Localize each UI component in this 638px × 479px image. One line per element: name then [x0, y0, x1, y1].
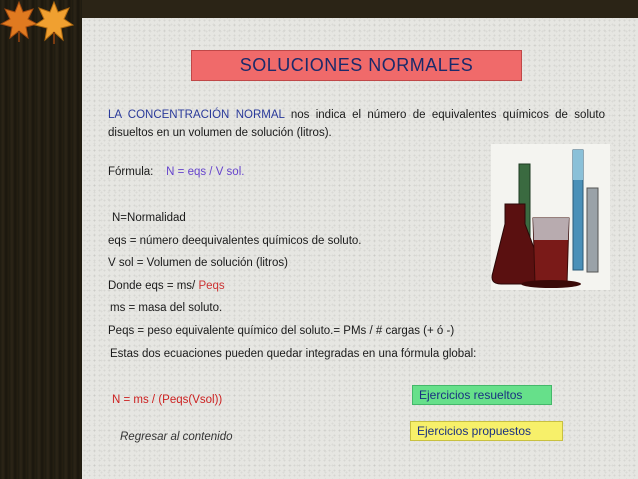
intro-paragraph	[108, 106, 605, 142]
integrated-text: Estas dos ecuaciones pueden quedar integradas en una fórmula global:	[110, 348, 477, 360]
donde-prefix: Donde eqs = ms/	[108, 280, 199, 292]
formula-line	[108, 166, 244, 178]
ejercicios-propuestos-label: Ejercicios propuestos	[417, 424, 532, 438]
slide-title: SOLUCIONES NORMALES	[191, 50, 522, 81]
ejercicios-propuestos-button[interactable]	[410, 421, 563, 441]
donde-line	[108, 280, 225, 292]
autumn-leaf-icon	[34, 0, 74, 44]
autumn-leaf-icon	[0, 0, 38, 42]
def-peqs: Peqs = peso equivalente químico del soluto.= PMs / # cargas (+ ó -)	[108, 325, 455, 337]
lab-glassware-image	[491, 144, 610, 290]
formula: N = eqs / V sol.	[166, 166, 245, 178]
decorative-left-strip	[0, 0, 82, 479]
intro-text: nos indica el número de equivalentes químicos de soluto disueltos en un volumen de solución (litros).	[108, 109, 605, 139]
ejercicios-resueltos-label: Ejercicios resueltos	[419, 388, 523, 402]
def-ms: ms = masa del soluto.	[110, 302, 223, 314]
back-to-content-link[interactable]: Regresar al contenido	[120, 431, 233, 443]
intro-highlight: LA CONCENTRACIÓN NORMAL	[108, 109, 285, 121]
global-formula: N = ms / (Peqs(Vsol))	[112, 394, 223, 406]
def-vsol: V sol = Volumen de solución (litros)	[108, 257, 288, 269]
def-normalidad: N=Normalidad	[112, 212, 186, 224]
def-eqs: eqs = número deequivalentes químicos de soluto.	[108, 235, 362, 247]
formula-label: Fórmula:	[108, 166, 154, 178]
lab-glassware-image	[491, 144, 610, 290]
peqs-highlight: Peqs	[198, 280, 225, 292]
ejercicios-resueltos-button[interactable]	[412, 385, 552, 405]
